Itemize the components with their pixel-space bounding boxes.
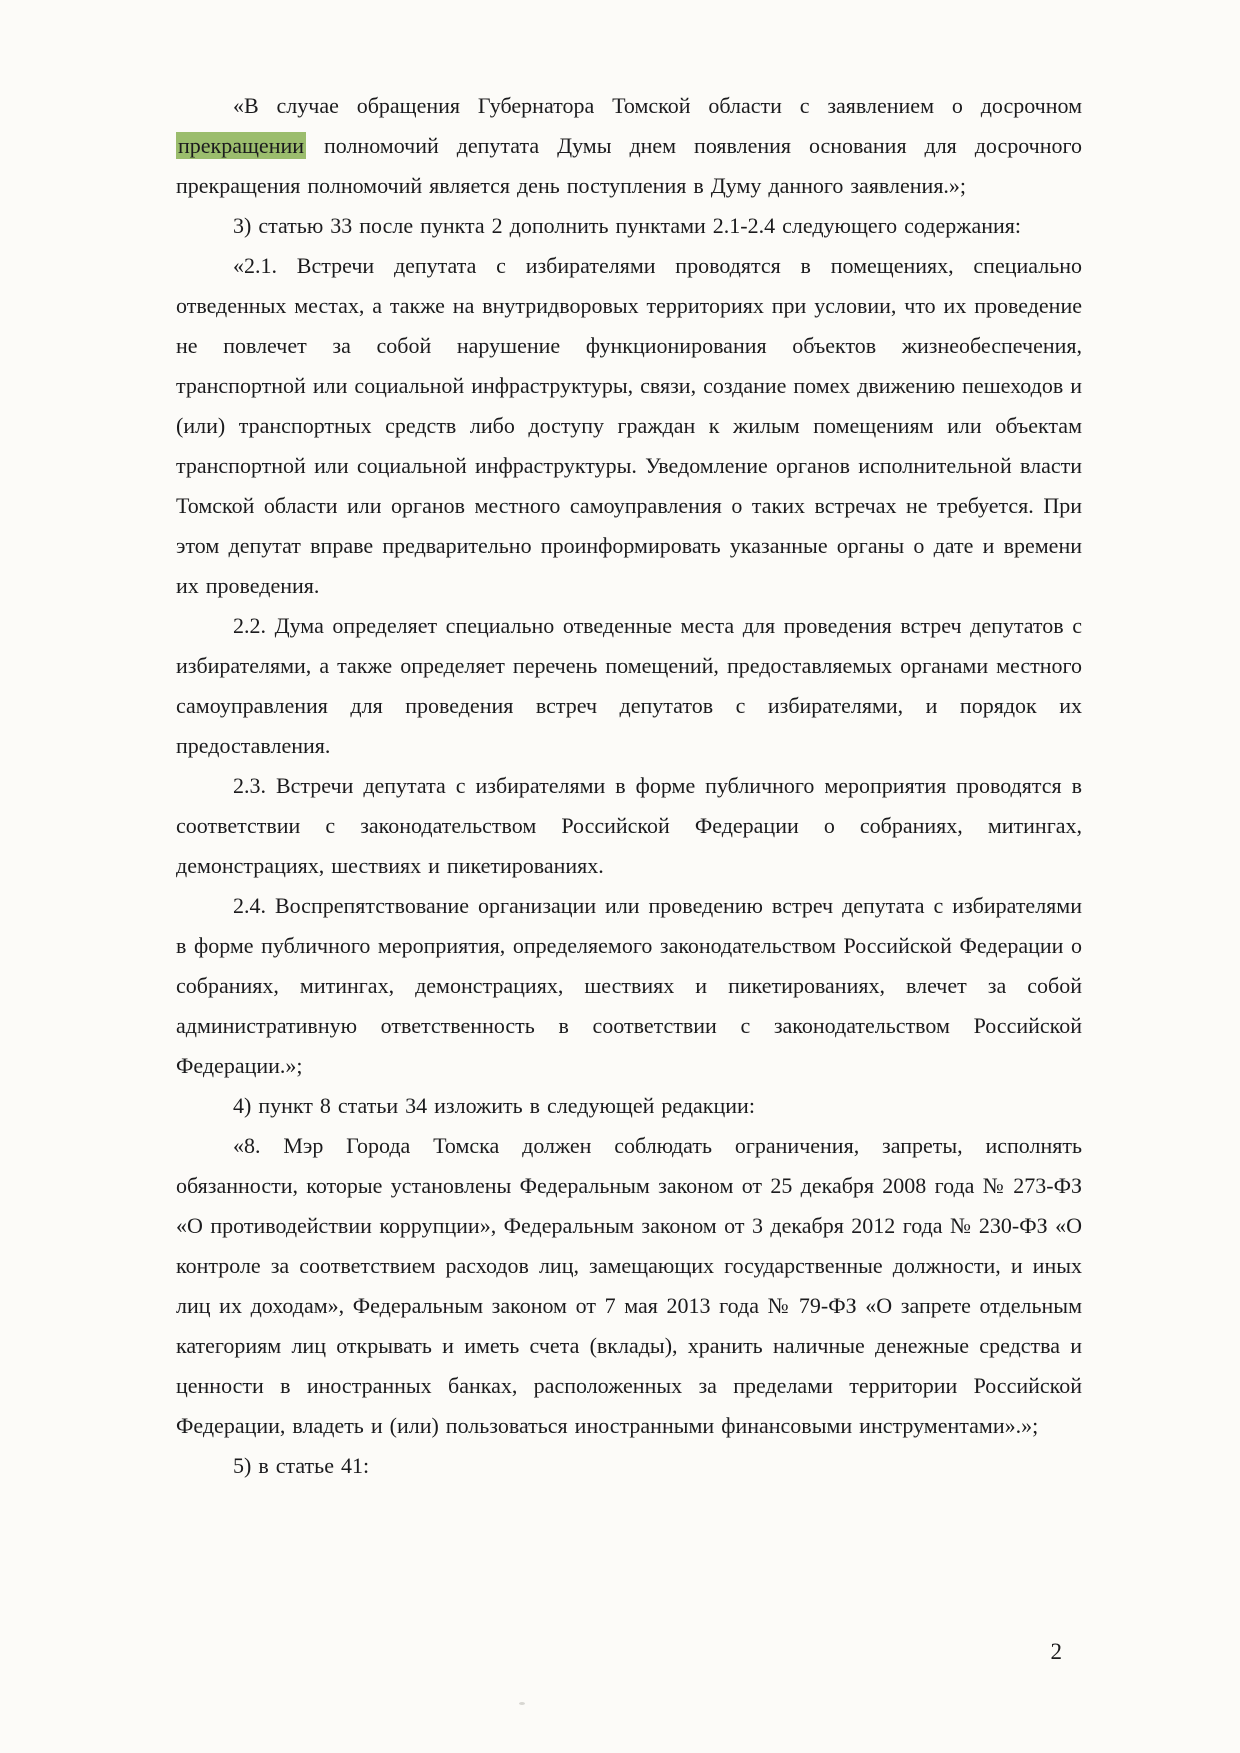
paragraph-amendment-governor-request: [176, 86, 1082, 206]
paragraph-text-after-highlight: полномочий депутата Думы днем появления основания для досрочного прекращения полномочий является день поступления в Думу данного заявления.»;: [176, 133, 1082, 198]
paragraph-point-2-1: «2.1. Встречи депутата с избирателями проводятся в помещениях, специально отведенных местах, а также на внутридворовых территориях при условии, что их проведение не повлечет за собой нарушение функционирования объектов жизнеобеспечения, транспортной или социальной инфраструктуры, связи, создание помех движению пешеходов и (или) транспортных средств либо доступу граждан к жилым помещениям или объектам транспортной или социальной инфраструктуры. Уведомление органов исполнительной власти Томской области или органов местного самоуправления о таких встречах не требуется. При этом депутат вправе предварительно проинформировать указанные органы о дате и времени их проведения.: [176, 253, 1082, 598]
paragraph-text-before-highlight: «В случае обращения Губернатора Томской области с заявлением о досрочном: [233, 93, 1082, 118]
paragraph-item-3-article-33: 3) статью 33 после пункта 2 дополнить пунктами 2.1-2.4 следующего содержания:: [233, 213, 1021, 238]
paragraph-point-2-4: 2.4. Воспрепятствование организации или проведению встреч депутата с избирателями в форме публичного мероприятия, определяемого законодательством Российской Федерации о собраниях, митингах, демонстрациях, шествиях и пикетированиях, влечет за собой административную ответственность в соответствии с законодательством Российской Федерации.»;: [176, 893, 1082, 1078]
document-body: [176, 86, 1082, 1486]
highlighted-word: прекращении: [178, 133, 305, 158]
scan-artifact: [519, 1702, 525, 1705]
page-number: 2: [1050, 1639, 1062, 1664]
paragraph-item-5-article-41: 5) в статье 41:: [233, 1453, 370, 1478]
paragraph-point-2-2: 2.2. Дума определяет специально отведенные места для проведения встреч депутатов с избирателями, а также определяет перечень помещений, предоставляемых органами местного самоуправления для проведения встреч депутатов с избирателями, и порядок их предоставления.: [176, 613, 1082, 758]
paragraph-point-2-3: 2.3. Встречи депутата с избирателями в форме публичного мероприятия проводятся в соответствии с законодательством Российской Федерации о собраниях, митингах, демонстрациях, шествиях и пикетированиях.: [176, 773, 1082, 878]
paragraph-point-8-mayor: «8. Мэр Города Томска должен соблюдать ограничения, запреты, исполнять обязанности, которые установлены Федеральным законом от 25 декабря 2008 года № 273-ФЗ «О противодействии коррупции», Федеральным законом от 3 декабря 2012 года № 230-ФЗ «О контроле за соответствием расходов лиц, замещающих государственные должности, и иных лиц их доходам», Федеральным законом от 7 мая 2013 года № 79-ФЗ «О запрете отдельным категориям лиц открывать и иметь счета (вклады), хранить наличные денежные средства и ценности в иностранных банках, расположенных за пределами территории Российской Федерации, владеть и (или) пользоваться иностранными финансовыми инструментами».»;: [176, 1133, 1082, 1438]
paragraph-item-4-article-34: 4) пункт 8 статьи 34 изложить в следующей редакции:: [233, 1093, 755, 1118]
